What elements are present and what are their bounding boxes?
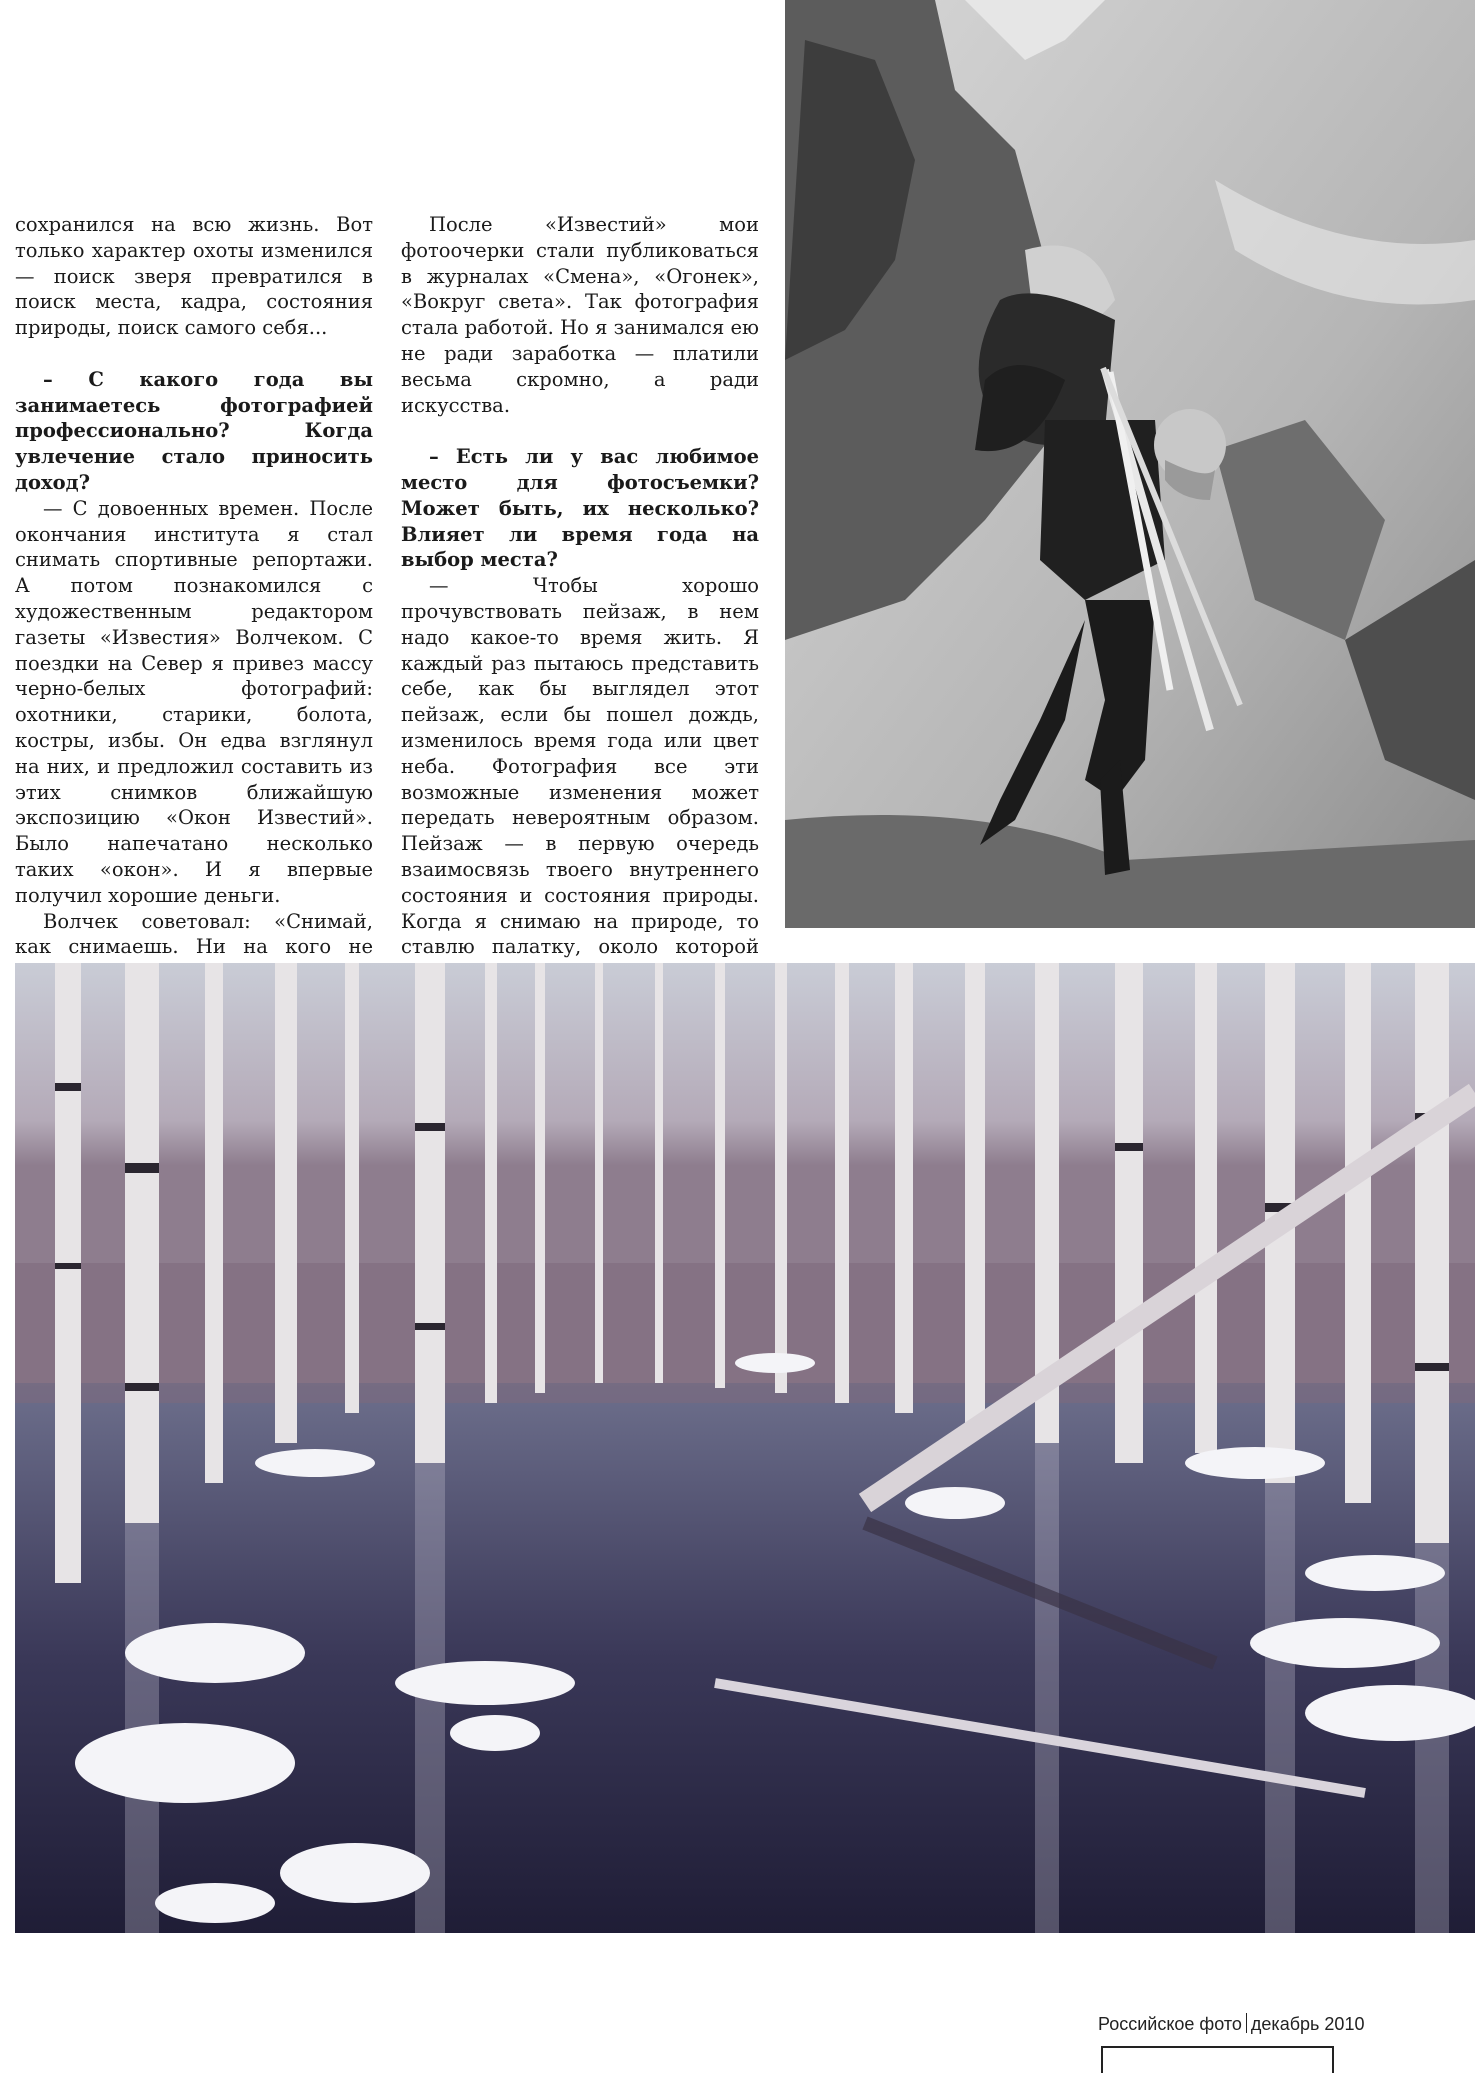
- interview-question: – С какого года вы занимаетесь фотографией профессионально? Когда увлечение стало приносить доход?: [15, 367, 373, 494]
- paragraph: Волчек советовал: «Снимай, как снимаешь. Ни на кого не: [15, 909, 373, 959]
- footer-divider: [1246, 2013, 1247, 2033]
- interview-question: – Есть ли у вас любимое место для фотосъемки? Может быть, их несколько? Влияет ли время года на выбор места?: [401, 445, 759, 572]
- text-column-middle: [401, 212, 759, 1038]
- photographer-climbing-illustration: [785, 0, 1475, 928]
- page-footer: [1098, 2013, 1364, 2035]
- paragraph: После «Известий» мои фотоочерки стали публиковаться в журналах «Смена», «Огонек», «Вокруг света». Так фотография стала работой. Но я занимался ею не ради заработка — платили весьма скромно, а ради искусства.: [401, 213, 759, 417]
- issue-date: декабрь 2010: [1250, 2014, 1365, 2034]
- page-number-box: [1101, 2046, 1334, 2073]
- paragraph: — Чтобы хорошо прочувствовать пейзаж, в нем надо какое-то время жить. Я каждый раз пытаюсь представить себе, как бы выглядел этот пейзаж, если бы пошел дождь, изменилось время года или цвет неба. Фотография все эти возможные изменения может передать невероятным образом. Пейзаж — в первую очередь взаимосвязь твоего внутреннего состояния и состояния природы. Когда я снимаю на природе, то ставлю палатку, около которой: [401, 574, 759, 959]
- flooded-birch-forest-photo: [15, 963, 1475, 1933]
- text-column-left: [15, 212, 373, 1012]
- paragraph: сохранился на всю жизнь. Вот только характер охоты изменился — поиск зверя превратился в поиск места, кадра, состояния природы, поиск самого себя...: [15, 213, 373, 340]
- flooded-birch-forest-illustration: [15, 963, 1475, 1933]
- photographer-climbing-photo: [785, 0, 1475, 928]
- magazine-title: Российское фото: [1098, 2014, 1242, 2034]
- paragraph: — С довоенных времен. После окончания института я стал снимать спортивные репортажи. А потом познакомился с художественным редактором газеты «Известия» Волчеком. С поездки на Север я привез массу черно-белых фотографий: охотники, старики, болота, костры, избы. Он едва взглянул на них, и предложил составить из этих снимков ближайшую экспозицию «Окон Известий». Было напечатано несколько таких «окон». И я впервые получил хорошие деньги.: [15, 496, 373, 907]
